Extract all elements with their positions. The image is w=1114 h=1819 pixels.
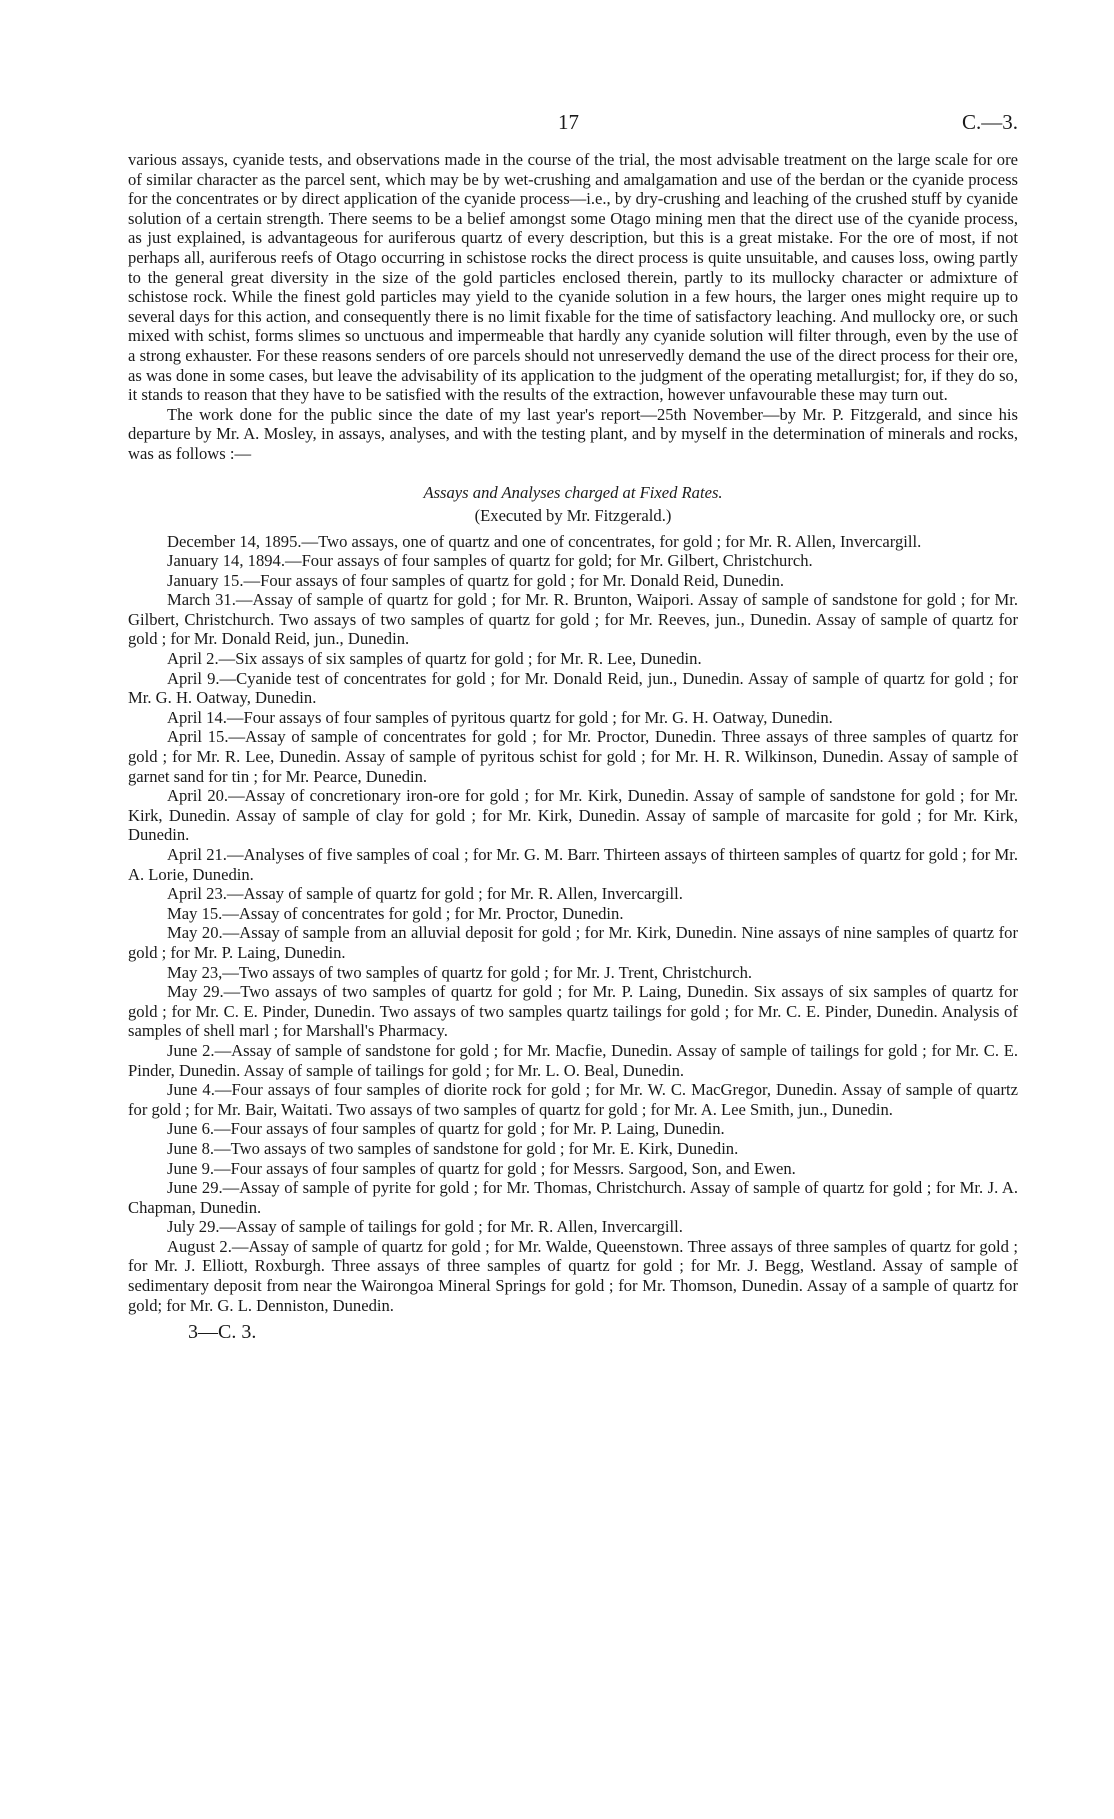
- assay-entry: June 2.—Assay of sample of sandstone for gold ; for Mr. Macfie, Dunedin. Assay of sample of tailings for gold ; for Mr. C. E. Pinder, Dunedin. Assay of sample of tailings for gold ; for Mr. L. O. Beal, Dunedin.: [128, 1040, 1018, 1080]
- section-subtitle: (Executed by Mr. Fitzgerald.): [474, 505, 672, 525]
- assay-entry: June 29.—Assay of sample of pyrite for gold ; for Mr. Thomas, Christchurch. Assay of sample of quartz for gold ; for Mr. J. A. Chapman, Dunedin.: [128, 1178, 1018, 1217]
- assay-entry: April 21.—Analyses of five samples of coal ; for Mr. G. M. Barr. Thirteen assays of thirteen samples of quartz for gold ; for Mr. A. Lorie, Dunedin.: [128, 845, 1018, 884]
- assay-entry: April 20.—Assay of concretionary iron-ore for gold ; for Mr. Kirk, Dunedin. Assay of sample of sandstone for gold ; for Mr. Kirk, Dunedin. Assay of sample of clay for gold ; for Mr. Kirk, Dunedin. Assay of sample of marcasite for gold ; for Mr. Kirk, Dunedin.: [128, 786, 1018, 845]
- assay-entry: June 8.—Two assays of two samples of sandstone for gold ; for Mr. E. Kirk, Dunedin.: [167, 1138, 739, 1158]
- assay-entry: June 4.—Four assays of four samples of diorite rock for gold ; for Mr. W. C. MacGregor, Dunedin. Assay of sample of quartz for gold ; for Mr. Bair, Waitati. Two assays of two samples of quartz for gold ; for Mr. A. Lee Smith, jun., Dunedin.: [128, 1080, 1018, 1119]
- assay-entry: April 9.—Cyanide test of concentrates for gold ; for Mr. Donald Reid, jun., Dunedin. Assay of sample of quartz for gold ; for Mr. G. H. Oatway, Dunedin.: [128, 668, 1018, 708]
- intro-paragraph: various assays, cyanide tests, and observations made in the course of the trial, the most advisable treatment on the large scale for ore of similar character as the parcel sent, which may be by wet-crushing and amalgamation and use of the berdan or the cyanide process for the concentrates or by direct application of the cyanide process—i.e., by dry-crushing and leaching of the crushed stuff by cyanide solution of a certain strength. There seems to be a belief amongst some Otago mining men that the direct use of the cyanide process, as just explained, is advantageous for auriferous quartz of every description, but this is a great mistake. For the ore of most, if not perhaps all, auriferous reefs of Otago occurring in schistose rocks the direct process is quite unsuitable, and causes loss, owing partly to the general great diversity in the size of the gold particles enclosed therein, partly to its mullocky character or admixture of schistose rock. While the finest gold particles may yield to the cyanide solution in a few hours, the larger ones might require up to several days for this action, and consequently there is no limit fixable for the time of satisfactory leaching. And mullocky ore, or such mixed with schist, forms slimes so unctuous and impermeable that hardly any cyanide solution will filter through, even by the use of a strong exhauster. For these reasons senders of ore parcels should not unreservedly demand the use of the direct process for their ore, as was done in some cases, but leave the advisability of its application to the judgment of the operating metallurgist; for, if they do so, it stands to reason that they have to be satisfied with the results of the extraction, however unfavourable these may turn out.: [128, 150, 1018, 405]
- assay-entry: January 15.—Four assays of four samples of quartz for gold ; for Mr. Donald Reid, Dunedin.: [167, 570, 785, 590]
- body-text: [128, 150, 1018, 1345]
- assay-entry: May 20.—Assay of sample from an alluvial deposit for gold ; for Mr. Kirk, Dunedin. Nine assays of nine samples of quartz for gold ; for Mr. P. Laing, Dunedin.: [128, 923, 1018, 962]
- assay-entry: January 14, 1894.—Four assays of four samples of quartz for gold; for Mr. Gilbert, Christchurch.: [167, 551, 813, 571]
- assay-entry: June 9.—Four assays of four samples of quartz for gold ; for Messrs. Sargood, Son, and Ewen.: [167, 1158, 796, 1178]
- assay-entry: March 31.—Assay of sample of quartz for gold ; for Mr. R. Brunton, Waipori. Assay of sample of sandstone for gold ; for Mr. Gilbert, Christchurch. Two assays of two samples of quartz for gold ; for Mr. Reeves, jun., Dunedin. Assay of sample of quartz for gold ; for Mr. Donald Reid, jun., Dunedin.: [128, 590, 1018, 649]
- assay-entry-list: [128, 532, 1018, 1346]
- assay-entry: July 29.—Assay of sample of tailings for gold ; for Mr. R. Allen, Invercargill.: [167, 1217, 683, 1237]
- assay-entry: April 23.—Assay of sample of quartz for gold ; for Mr. R. Allen, Invercargill.: [167, 884, 683, 904]
- assay-entry: December 14, 1895.—Two assays, one of quartz and one of concentrates, for gold ; for Mr. R. Allen, Invercargill.: [167, 531, 922, 551]
- assay-entry: May 23,—Two assays of two samples of quartz for gold ; for Mr. J. Trent, Christchurch.: [167, 962, 753, 982]
- section-title: Assays and Analyses charged at Fixed Rates.: [423, 482, 723, 502]
- page-header: [128, 110, 1018, 150]
- assay-entry: May 29.—Two assays of two samples of quartz for gold ; for Mr. P. Laing, Dunedin. Six assays of six samples of quartz for gold ; for Mr. C. E. Pinder, Dunedin. Two assays of two samples quartz tailings for gold ; for Mr. C. E. Pinder, Dunedin. Analysis of samples of shell marl ; for Marshall's Pharmacy.: [128, 982, 1018, 1041]
- assay-entry: April 2.—Six assays of six samples of quartz for gold ; for Mr. R. Lee, Dunedin.: [167, 649, 702, 669]
- work-summary-paragraph: The work done for the public since the date of my last year's report—25th November—by Mr. P. Fitzgerald, and since his departure by Mr. A. Mosley, in assays, analyses, and with the testing plant, and by myself in the determination of minerals and rocks, was as follows :—: [128, 404, 1018, 463]
- assay-entry: June 6.—Four assays of four samples of quartz for gold ; for Mr. P. Laing, Dunedin.: [167, 1119, 725, 1139]
- document-code: C.—3.: [961, 110, 1018, 134]
- assay-entry: April 14.—Four assays of four samples of pyritous quartz for gold ; for Mr. G. H. Oatway, Dunedin.: [167, 707, 833, 727]
- footer-signature: 3—C. 3.: [188, 1321, 257, 1344]
- assay-entry: August 2.—Assay of sample of quartz for gold ; for Mr. Walde, Queenstown. Three assays of three samples of quartz for gold ; for Mr. J. Elliott, Roxburgh. Three assays of three samples of quartz for gold ; for Mr. J. Begg, Westland. Assay of sample of sedimentary deposit from near the Wairongoa Mineral Springs for gold ; for Mr. Thomson, Dunedin. Assay of a sample of quartz for gold; for Mr. G. L. Denniston, Dunedin.: [128, 1236, 1018, 1315]
- assay-entry: May 15.—Assay of concentrates for gold ; for Mr. Proctor, Dunedin.: [167, 903, 624, 923]
- assay-entry: April 15.—Assay of sample of concentrates for gold ; for Mr. Proctor, Dunedin. Three assays of three samples of quartz for gold ; for Mr. R. Lee, Dunedin. Assay of sample of pyritous schist for gold ; for Mr. H. R. Wilkinson, Dunedin. Assay of sample of garnet sand for tin ; for Mr. Pearce, Dunedin.: [128, 727, 1018, 786]
- page-number: 17: [558, 110, 579, 134]
